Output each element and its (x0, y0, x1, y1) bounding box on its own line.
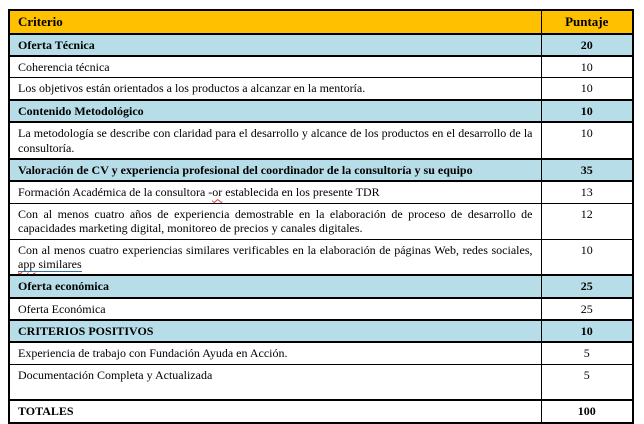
table-row (9, 34, 633, 56)
puntaje-cell: 10 (541, 122, 633, 159)
puntaje-cell: 12 (541, 203, 633, 239)
puntaje-cell: 25 (541, 298, 633, 320)
puntaje-cell: 13 (541, 181, 633, 203)
criterio-text: Con al menos cuatro años de experiencia demostrable en la elaboración de proceso de desarrollo de capacidades marketing digital, monitoreo de precios y canales digitales. (18, 206, 533, 236)
table-row (9, 342, 633, 364)
criterio-cell (9, 56, 541, 78)
criterio-text: Oferta Económica (18, 301, 106, 316)
criterio-cell (9, 203, 541, 239)
table-row (9, 159, 633, 181)
criterio-cell (9, 342, 541, 364)
criterio-cell (9, 364, 541, 400)
table-row (9, 275, 633, 297)
criterio-text: Con al menos cuatro experiencias similares verificables en la elaboración de páginas Web, redes sociales, (18, 242, 533, 257)
criterio-text: Los objetivos están orientados a los productos a alcanzar en la mentoría. (18, 81, 366, 96)
puntaje-cell: 10 (541, 239, 633, 275)
column-header-criterio: Criterio (9, 10, 541, 34)
table-row (9, 122, 633, 159)
table-row (9, 320, 633, 342)
criterio-cell (9, 239, 541, 275)
puntaje-cell: 10 (541, 320, 633, 342)
criterio-cell (9, 122, 541, 159)
criterio-cell (9, 400, 541, 422)
criterio-text: Oferta Técnica (18, 37, 95, 52)
criterio-cell (9, 298, 541, 320)
column-header-puntaje: Puntaje (541, 10, 633, 34)
table-header-row (9, 10, 633, 34)
criterio-text: Coherencia técnica (18, 59, 110, 74)
criterio-text: Oferta económica (18, 279, 109, 294)
table-row (9, 100, 633, 122)
criterio-cell (9, 159, 541, 181)
puntaje-cell: 5 (541, 342, 633, 364)
criterio-text: CRITERIOS POSITIVOS (18, 324, 154, 339)
criterio-cell (9, 320, 541, 342)
table-row (9, 239, 633, 275)
criterio-text: Formación Académica de la consultora - (18, 185, 213, 200)
criterio-text: Contenido Metodológico (18, 103, 144, 118)
puntaje-cell: 10 (541, 100, 633, 122)
puntaje-cell: 35 (541, 159, 633, 181)
criterio-text: establecida en los presente TDR (222, 185, 380, 200)
criterio-cell (9, 181, 541, 203)
criterio-text-underline-spellcheck: app (18, 256, 36, 271)
criterio-cell (9, 34, 541, 56)
table-row (9, 298, 633, 320)
table-row (9, 364, 633, 400)
criterio-text-spellcheck: or (212, 185, 223, 200)
table-row (9, 56, 633, 78)
criterio-cell (9, 78, 541, 100)
puntaje-cell: 20 (541, 34, 633, 56)
table-body (9, 34, 633, 423)
puntaje-cell: 10 (541, 56, 633, 78)
puntaje-cell: 100 (541, 400, 633, 422)
criterio-text: Experiencia de trabajo con Fundación Ayuda en Acción. (18, 346, 288, 361)
evaluation-criteria-table (8, 9, 634, 424)
table-row (9, 400, 633, 422)
table-row (9, 203, 633, 239)
criterio-cell (9, 275, 541, 297)
criterio-text: La metodología se describe con claridad para el desarrollo y alcance de los productos en el desarrollo de la consultoría. (18, 126, 533, 155)
puntaje-cell: 25 (541, 275, 633, 297)
criterio-text: TOTALES (18, 404, 74, 419)
table-row (9, 78, 633, 100)
criterio-cell (9, 100, 541, 122)
criterio-text-underline: similares (35, 256, 82, 271)
criterio-text: Valoración de CV y experiencia profesional del coordinador de la consultoría y su equipo (18, 162, 473, 177)
puntaje-cell: 5 (541, 364, 633, 400)
puntaje-cell: 10 (541, 78, 633, 100)
table-row (9, 181, 633, 203)
criterio-text: Documentación Completa y Actualizada (18, 367, 213, 382)
